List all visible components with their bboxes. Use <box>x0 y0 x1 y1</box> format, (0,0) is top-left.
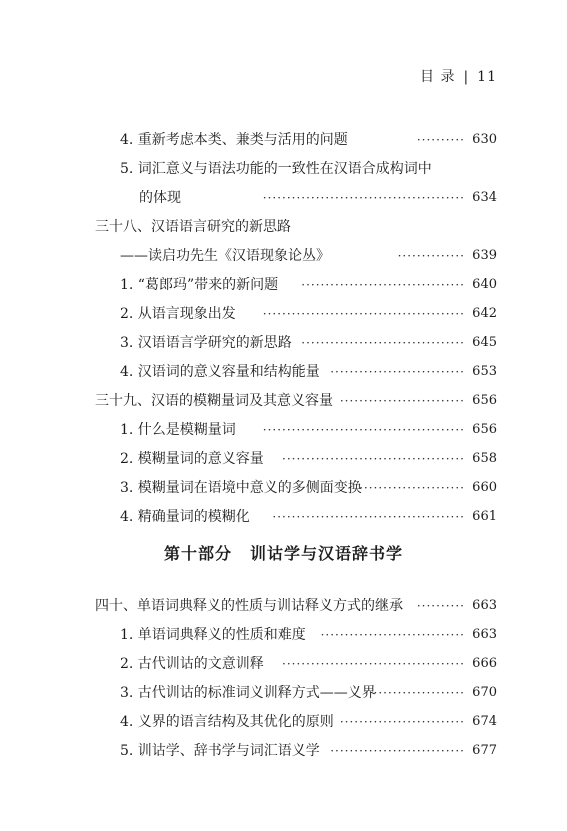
toc-entry-title: 4. 精确量词的模糊化 <box>120 509 250 525</box>
toc-entry-title: 4. 汉语词的意义容量和结构能量 <box>120 364 320 380</box>
toc-entry-page: 630 <box>472 132 497 147</box>
toc-leader-dots: ·································· <box>301 336 465 350</box>
toc-leader-dots: ······································ <box>282 452 465 466</box>
toc-entry <box>0 449 567 469</box>
toc-chapter-subtitle: ——读启功先生《汉语现象论丛》 <box>120 248 330 264</box>
toc-chapter <box>0 596 567 616</box>
toc-entry <box>0 683 567 703</box>
toc-entry <box>0 130 567 150</box>
toc-entry-title: 4. 义界的语言结构及其优化的原则 <box>120 714 334 730</box>
toc-entry <box>0 362 567 382</box>
toc-leader-dots: ·········· <box>416 133 465 147</box>
running-header <box>420 66 497 86</box>
header-title: 目 录 <box>420 69 456 85</box>
toc-chapter <box>0 217 567 237</box>
toc-entry-page: 656 <box>472 422 497 437</box>
toc-entry <box>0 625 567 645</box>
toc-entry-title: 3. 古代训诂的标准词义训释方式——义界 <box>120 685 376 701</box>
toc-leader-dots: ·························· <box>339 394 465 408</box>
part-heading <box>0 541 567 564</box>
toc-entry <box>0 159 567 179</box>
header-page-number: 11 <box>477 69 497 85</box>
toc-chapter-title: 四十、单语词典释义的性质与训诂释义方式的继承 <box>95 598 403 614</box>
toc-entry <box>0 304 567 324</box>
toc-entry-title: 5. 词汇意义与语法功能的一致性在汉语合成构词中 <box>120 161 432 177</box>
toc-entry <box>0 333 567 353</box>
toc-entry-page: 666 <box>472 656 497 671</box>
toc-entry <box>0 712 567 732</box>
toc-entry-page: 640 <box>472 277 497 292</box>
toc-entry-title: 1. 什么是模糊量词 <box>120 422 236 438</box>
toc-entry <box>0 478 567 498</box>
toc-entry-page: 663 <box>472 627 497 642</box>
toc-entry <box>0 275 567 295</box>
toc-entry-title: 5. 训诂学、辞书学与词汇语义学 <box>120 743 320 759</box>
toc-entry-page: 653 <box>472 364 497 379</box>
toc-entry-page: 677 <box>472 743 497 758</box>
toc-entry <box>0 420 567 440</box>
toc-leader-dots: ·········· <box>416 599 465 613</box>
toc-entry <box>0 188 567 208</box>
toc-leader-dots: ·········································· <box>262 423 465 437</box>
toc-entry-title: 3. 模糊量词在语境中意义的多侧面变换 <box>120 480 362 496</box>
toc-entry-title: 4. 重新考虑本类、兼类与活用的问题 <box>120 132 348 148</box>
toc-leader-dots: ········································ <box>272 510 465 524</box>
toc-entry <box>0 654 567 674</box>
toc-entry-page: 660 <box>472 480 497 495</box>
toc-entry-title: 的体现 <box>139 190 181 206</box>
toc-leader-dots: ···························· <box>330 744 465 758</box>
toc-entry-page: 639 <box>472 248 497 263</box>
toc-chapter-title: 三十九、汉语的模糊量词及其意义容量 <box>95 393 333 409</box>
toc-leader-dots: ···················· <box>368 686 465 700</box>
toc-entry-title: 2. 古代训诂的文意训释 <box>120 656 264 672</box>
header-separator: | <box>463 69 470 85</box>
toc-leader-dots: ·············· <box>397 249 465 263</box>
toc-entry <box>0 507 567 527</box>
toc-entry-title: 2. 模糊量词的意义容量 <box>120 451 264 467</box>
toc-entry-page: 645 <box>472 335 497 350</box>
toc-entry <box>0 741 567 761</box>
toc-chapter-title: 三十八、汉语语言研究的新思路 <box>95 219 291 235</box>
toc-leader-dots: ······························ <box>320 628 465 642</box>
part-label: 第十部分 <box>163 544 232 563</box>
toc-entry-page: 656 <box>472 393 497 408</box>
toc-entry-page: 674 <box>472 714 497 729</box>
toc-entry-page: 642 <box>472 306 497 321</box>
toc-entry-title: 3. 汉语语言学研究的新思路 <box>120 335 292 351</box>
toc-entry-page: 658 <box>472 451 497 466</box>
toc-entry-page: 661 <box>472 509 497 524</box>
toc-leader-dots: ···························· <box>330 365 465 379</box>
part-title: 训诂学与汉语辞书学 <box>250 544 404 563</box>
toc-leader-dots: ······································ <box>282 657 465 671</box>
toc-chapter <box>0 391 567 411</box>
toc-entry-title: 2. 从语言现象出发 <box>120 306 236 322</box>
toc-entry-page: 663 <box>472 598 497 613</box>
toc-leader-dots: ·························· <box>339 715 465 729</box>
toc-leader-dots: ······················ <box>359 481 465 495</box>
toc-leader-dots: ·········································· <box>262 191 465 205</box>
toc-leader-dots: ·································· <box>301 278 465 292</box>
toc-entry-title: 1. 单语词典释义的性质和难度 <box>120 627 306 643</box>
toc-entry-page: 634 <box>472 190 497 205</box>
toc-entry <box>0 246 567 266</box>
toc-entry-title: 1. “葛郎玛”带来的新问题 <box>120 277 279 293</box>
toc-entry-page: 670 <box>472 685 497 700</box>
toc-leader-dots: ·········································· <box>262 307 465 321</box>
